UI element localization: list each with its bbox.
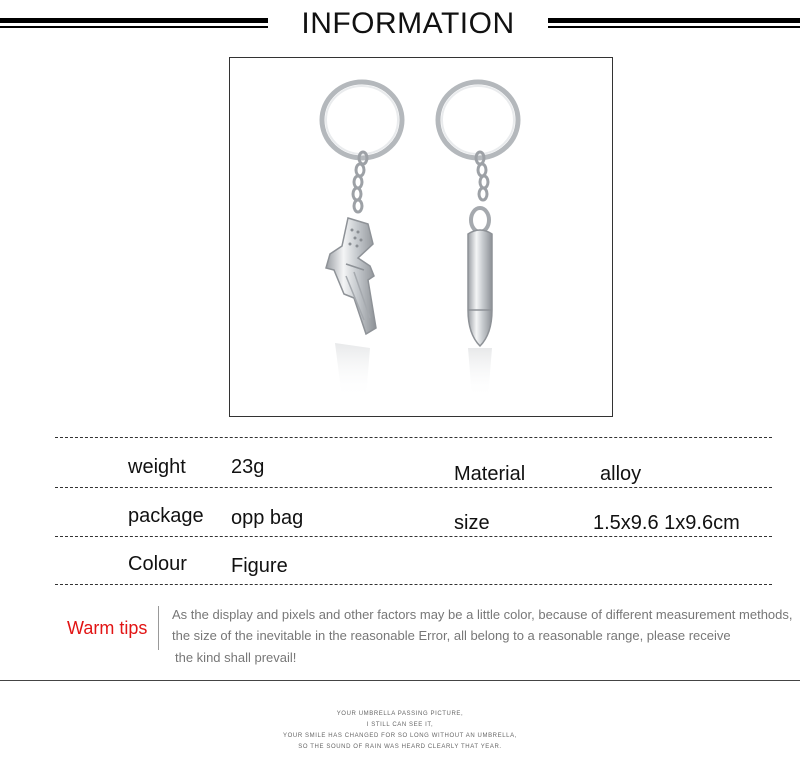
size-value: 1.5x9.6 1x9.6cm [593, 512, 740, 534]
colour-label: Colour [128, 553, 187, 575]
material-label: Material [454, 463, 526, 485]
table-divider [55, 437, 772, 438]
footer-line-2: I STILL CAN SEE IT, [366, 722, 434, 728]
product-photo [229, 57, 613, 417]
footer-line-1: YOUR UMBRELLA PASSING PICTURE, [336, 711, 464, 717]
table-divider [55, 487, 772, 488]
package-label: package [128, 505, 204, 527]
warm-tips-separator [158, 606, 159, 650]
weight-value: 23g [231, 456, 265, 478]
table-divider [55, 584, 772, 585]
page-title: INFORMATION [301, 7, 515, 40]
size-label: size [454, 512, 490, 534]
footer-line-3: YOUR SMILE HAS CHANGED FOR SO LONG WITHOUT AN UMBRELLA, [283, 733, 517, 739]
weight-label: weight [128, 456, 186, 478]
warm-tips-label: Warm tips [67, 618, 148, 638]
bottom-rule [0, 680, 800, 681]
keychain-illustration [230, 58, 612, 416]
colour-value: Figure [231, 555, 288, 577]
revolver-keychain [322, 82, 402, 398]
footer-line-4: SO THE SOUND OF RAIN WAS HEARD CLEARLY THAT YEAR. [298, 744, 502, 750]
header-divider-right [548, 18, 800, 33]
bullet-keychain [438, 82, 518, 398]
table-divider [55, 536, 772, 537]
package-value: opp bag [231, 507, 304, 529]
warm-tips-line-3: the kind shall prevail! [175, 650, 297, 665]
material-value: alloy [600, 463, 642, 485]
warm-tips-line-1: As the display and pixels and other factors may be a little color, because of different measurement methods, [172, 607, 793, 622]
warm-tips-line-2: the size of the inevitable in the reasonable Error, all belong to a reasonable range, please receive [172, 628, 731, 643]
header-divider-left [0, 18, 268, 33]
